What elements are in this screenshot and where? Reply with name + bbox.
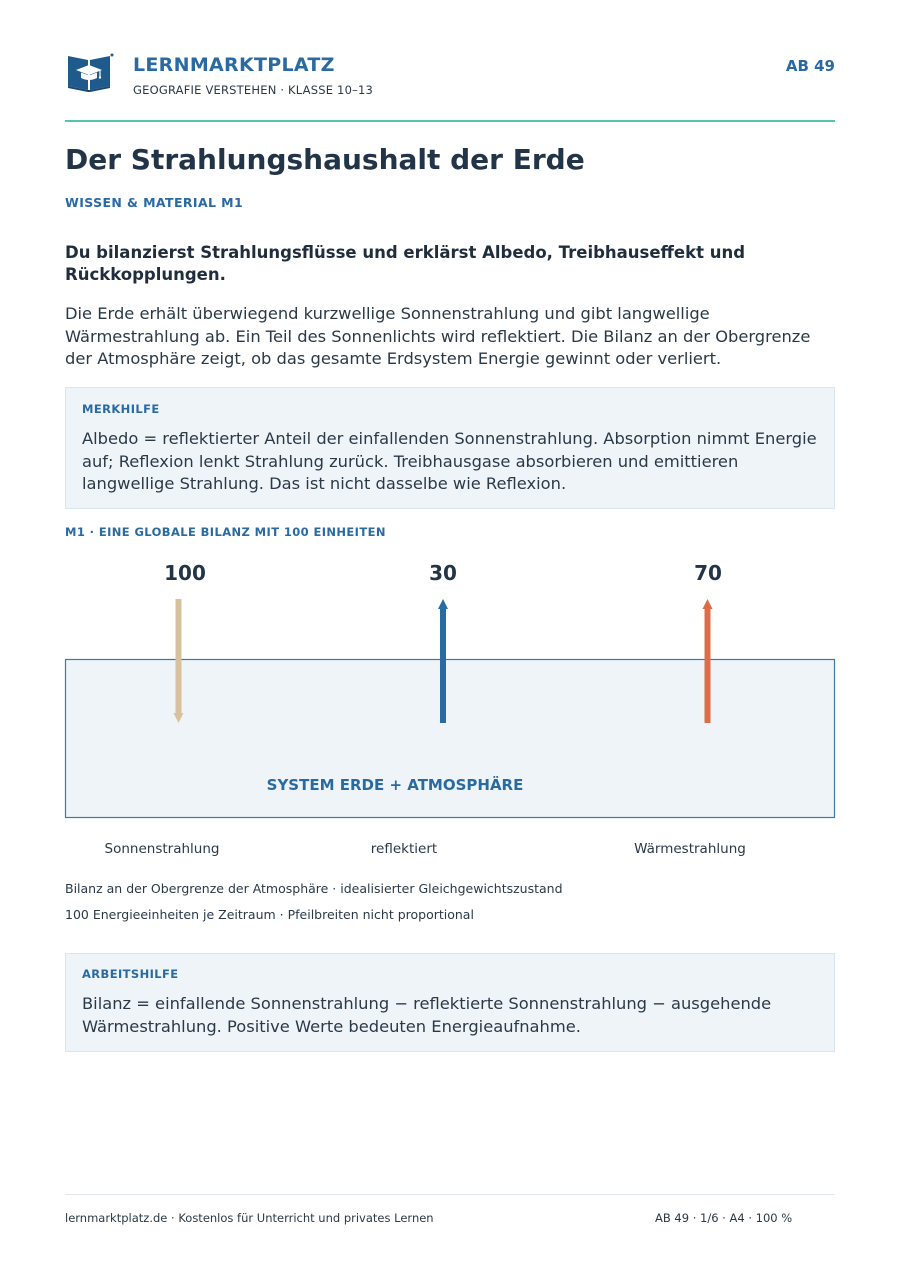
footer-right: AB 49 · 1/6 · A4 · 100 % (655, 1211, 793, 1225)
section-kicker: WISSEN & MATERIAL M1 (65, 195, 244, 210)
intro-text: Die Erde erhält überwiegend kurzwellige Sonnenstrahlung und gibt langwellige Wärmestrahlung ab. Ein Teil des Sonnenlichts wird reflektiert. Die Bilanz an der Obergrenze der Atmosphäre zeigt, ob das gesamte Erdsystem Energie gewinnt oder verliert. (65, 304, 811, 368)
figure-note-1: Bilanz an der Obergrenze der Atmosphäre · idealisierter Gleichgewichtszustand (65, 881, 563, 896)
page-title: Der Strahlungshaushalt der Erde (65, 143, 585, 176)
merkhilfe-box (65, 387, 835, 509)
lead-text: Du bilanzierst Strahlungsflüsse und erklärst Albedo, Treibhauseffekt und Rückkopplungen. (65, 243, 746, 284)
flow-value-sonnenstrahlung: 100 (164, 561, 206, 585)
header-divider (65, 120, 835, 122)
sheet-code: AB 49 (785, 57, 835, 75)
flow-value-waermestrahlung: 70 (694, 561, 722, 585)
logo-graduation-cap-book-icon (66, 52, 116, 92)
brand-name: LERNMARKTPLATZ (133, 54, 335, 76)
flow-label-sonnenstrahlung: Sonnenstrahlung (104, 841, 220, 857)
figure-note-2: 100 Energieeinheiten je Zeitraum · Pfeilbreiten nicht proportional (65, 907, 474, 922)
arbeitshilfe-title: ARBEITSHILFE (82, 967, 179, 981)
flow-label-waermestrahlung: Wärmestrahlung (634, 841, 746, 857)
footer-divider (65, 1194, 835, 1195)
system-label: SYSTEM ERDE + ATMOSPHÄRE (266, 776, 524, 794)
radiation-budget-diagram (0, 590, 900, 830)
figure-label: M1 · EINE GLOBALE BILANZ MIT 100 EINHEITEN (65, 525, 386, 539)
flow-label-reflektiert: reflektiert (370, 841, 438, 857)
flow-value-reflektiert: 30 (429, 561, 457, 585)
merkhilfe-text: Albedo = reflektierter Anteil der einfallenden Sonnenstrahlung. Absorption nimmt Energie auf; Reflexion lenkt Strahlung zurück. Treibhausgase absorbieren und emittieren langwellige Strahlung. Das ist nicht dasselbe wie Reflexion. (82, 429, 817, 493)
arbeitshilfe-box (65, 953, 835, 1052)
merkhilfe-title: MERKHILFE (82, 402, 160, 416)
footer-left: lernmarktplatz.de · Kostenlos für Unterricht und privates Lernen (65, 1211, 434, 1225)
brand-subtitle: GEOGRAFIE VERSTEHEN · KLASSE 10–13 (133, 83, 374, 97)
arbeitshilfe-text: Bilanz = einfallende Sonnenstrahlung − reflektierte Sonnenstrahlung − ausgehende Wärmestrahlung. Positive Werte bedeuten Energieaufnahme. (82, 994, 772, 1036)
